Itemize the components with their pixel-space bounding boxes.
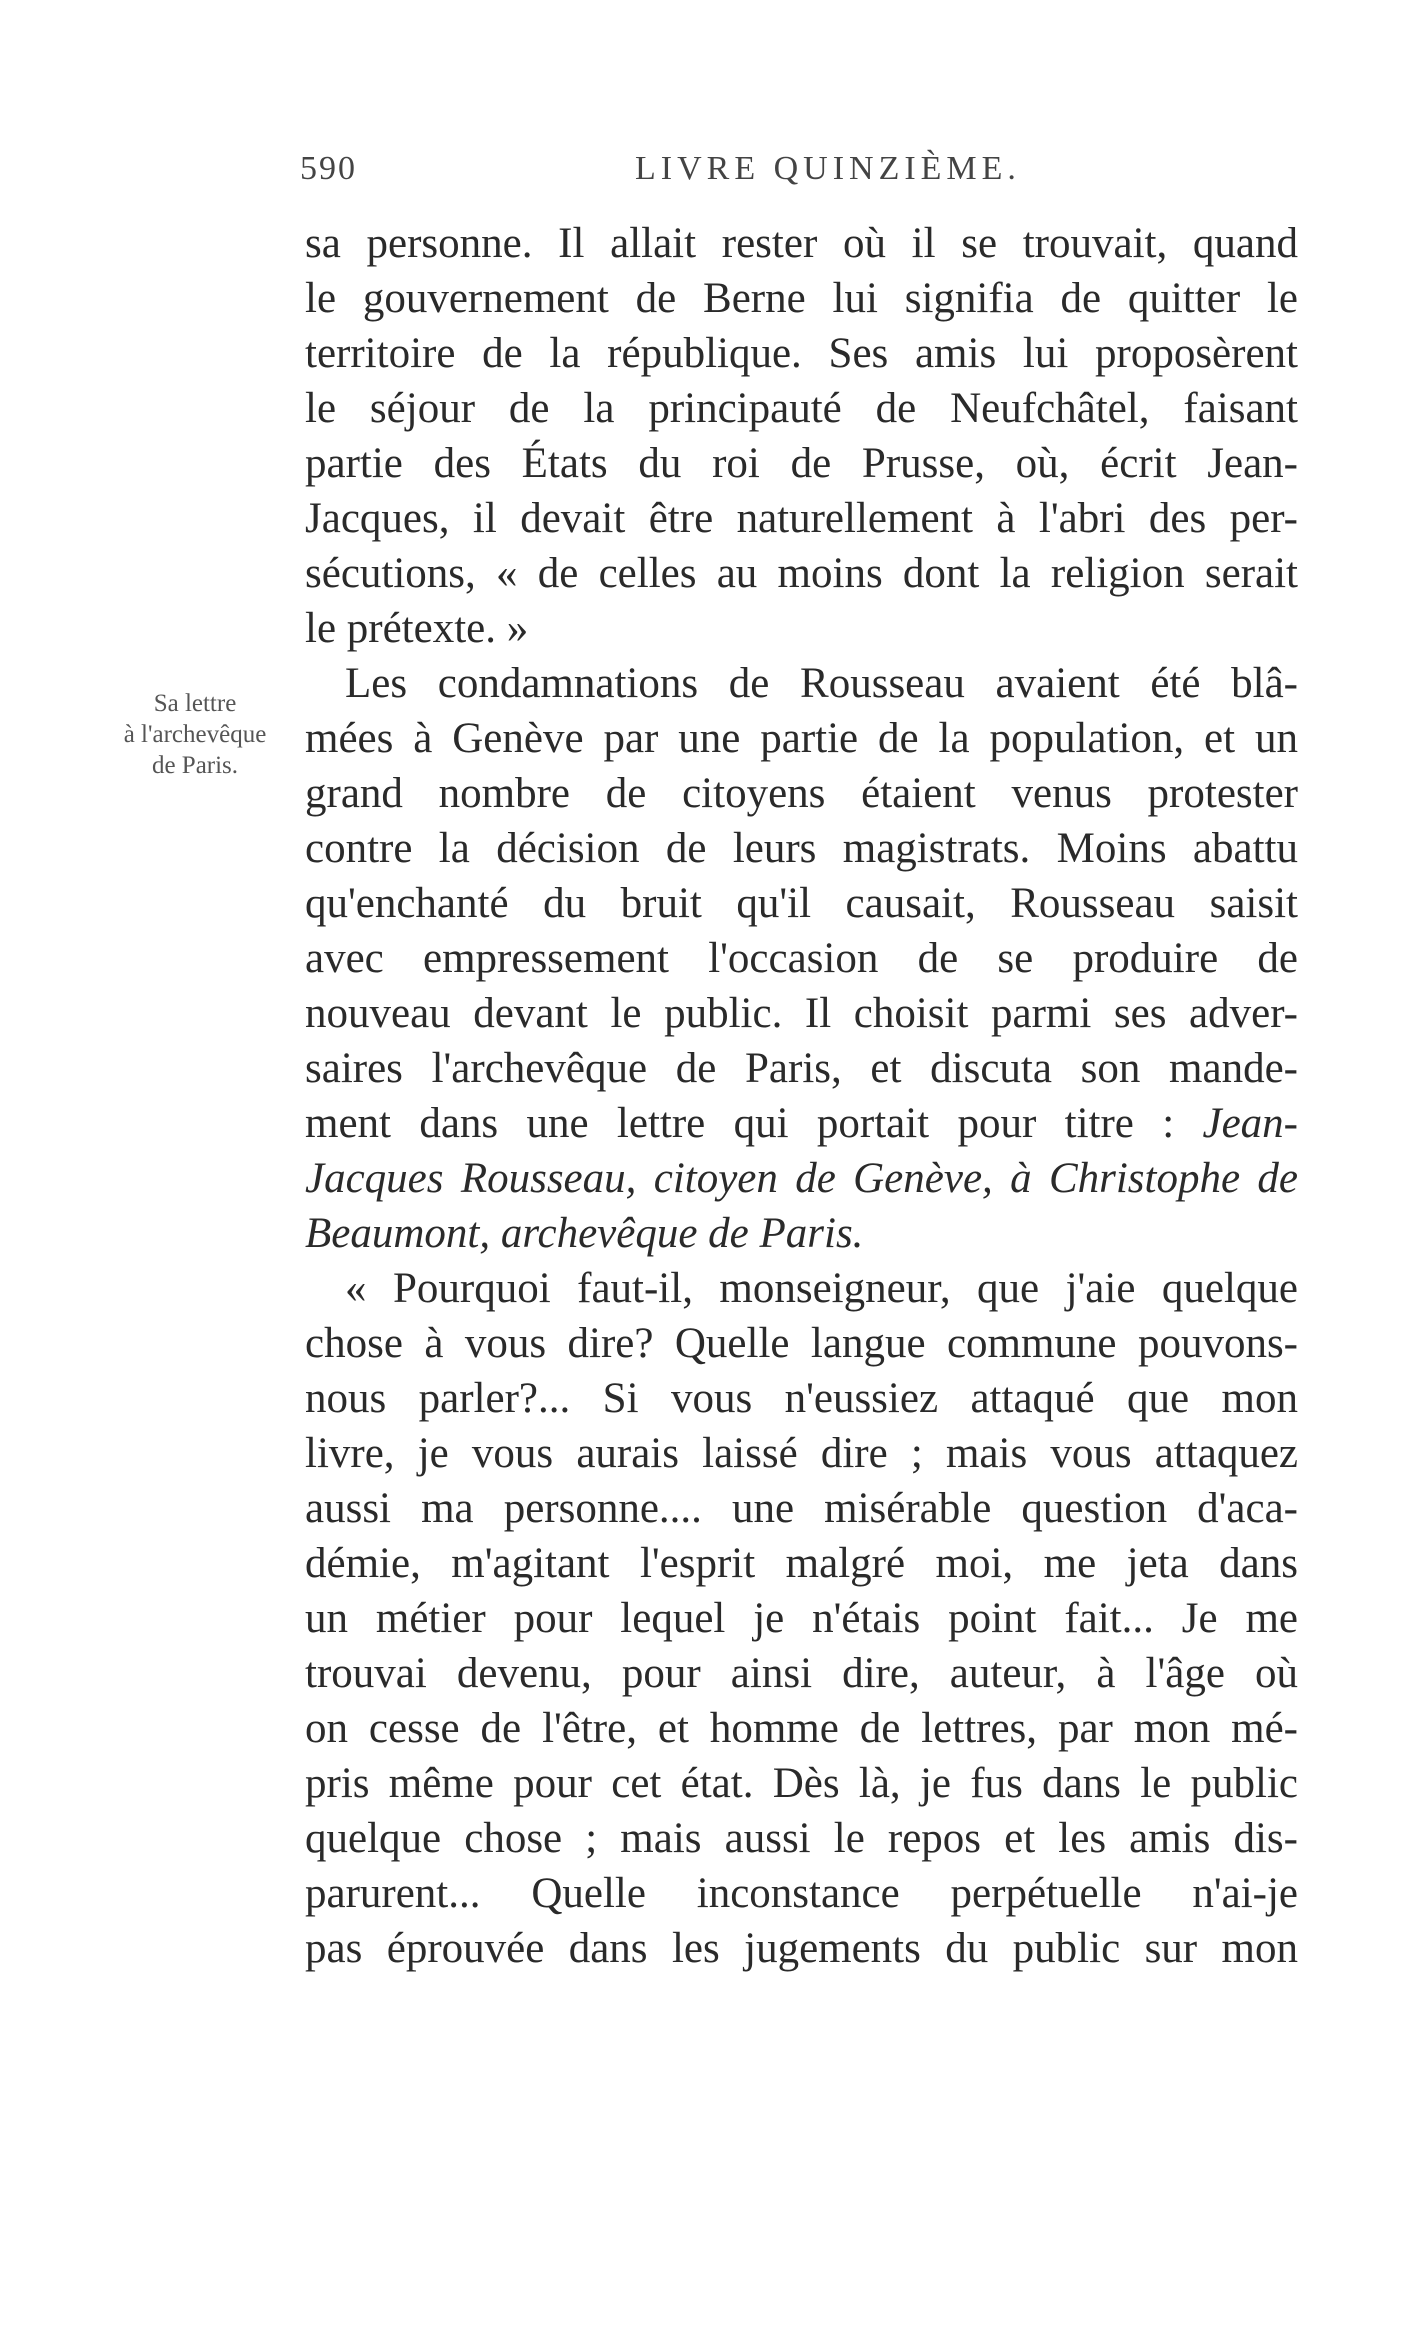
page-number: 590 [300,150,357,187]
text-line: parurent... Quelle inconstance perpétuelle n'ai-je [305,1870,1298,1917]
text-segment: ment dans une lettre qui portait pour titre : [305,1100,1203,1147]
text-line: territoire de la république. Ses amis lui proposèrent [305,330,1298,377]
italic-title-line: Beaumont, archevêque de Paris. [305,1210,864,1257]
text-line: chose à vous dire? Quelle langue commune pouvons- [305,1320,1298,1367]
body-text [305,216,1298,1976]
text-line: nouveau devant le public. Il choisit parmi ses adver- [305,990,1298,1037]
text-line: nous parler?... Si vous n'eussiez attaqué que mon [305,1375,1298,1422]
italic-title-line: Jacques Rousseau, citoyen de Genève, à Christophe de [305,1155,1298,1202]
italic-title-segment: Jean- [1202,1100,1298,1147]
text-line [305,1096,1298,1151]
text-line: un métier pour lequel je n'étais point fait... Je me [305,1595,1298,1642]
text-line: le séjour de la principauté de Neufchâtel, faisant [305,385,1298,432]
text-line: le prétexte. » [305,605,529,652]
text-line: le gouvernement de Berne lui signifia de quitter le [305,275,1298,322]
page-header [300,150,1300,200]
text-line: Les condamnations de Rousseau avaient été blâ- [345,660,1298,707]
text-line: pris même pour cet état. Dès là, je fus dans le public [305,1760,1298,1807]
margin-note [90,688,300,781]
text-line: sa personne. Il allait rester où il se trouvait, quand [305,220,1298,267]
text-line: livre, je vous aurais laissé dire ; mais vous attaquez [305,1430,1298,1477]
text-line: démie, m'agitant l'esprit malgré moi, me jeta dans [305,1540,1298,1587]
text-line: aussi ma personne.... une misérable question d'aca- [305,1485,1298,1532]
text-line: Jacques, il devait être naturellement à l'abri des per- [305,495,1298,542]
text-line: qu'enchanté du bruit qu'il causait, Rousseau saisit [305,880,1298,927]
text-line: grand nombre de citoyens étaient venus protester [305,770,1298,817]
margin-note-line: de Paris. [151,752,239,779]
text-line: quelque chose ; mais aussi le repos et les amis dis- [305,1815,1298,1862]
margin-note-line: à l'archevêque [123,721,267,748]
text-line: avec empressement l'occasion de se produire de [305,935,1298,982]
text-line: on cesse de l'être, et homme de lettres, par mon mé- [305,1705,1298,1752]
margin-note-line: Sa lettre [153,690,237,717]
text-line: pas éprouvée dans les jugements du public sur mon [305,1925,1298,1972]
text-line: contre la décision de leurs magistrats. Moins abattu [305,825,1298,872]
text-line: saires l'archevêque de Paris, et discuta son mande- [305,1045,1298,1092]
text-line: mées à Genève par une partie de la population, et un [305,715,1298,762]
text-line: « Pourquoi faut-il, monseigneur, que j'aie quelque [345,1265,1298,1312]
text-line: partie des États du roi de Prusse, où, écrit Jean- [305,440,1298,487]
running-title: LIVRE QUINZIÈME. [635,150,1021,187]
text-line: sécutions, « de celles au moins dont la religion serait [305,550,1298,597]
text-line: trouvai devenu, pour ainsi dire, auteur, à l'âge où [305,1650,1298,1697]
